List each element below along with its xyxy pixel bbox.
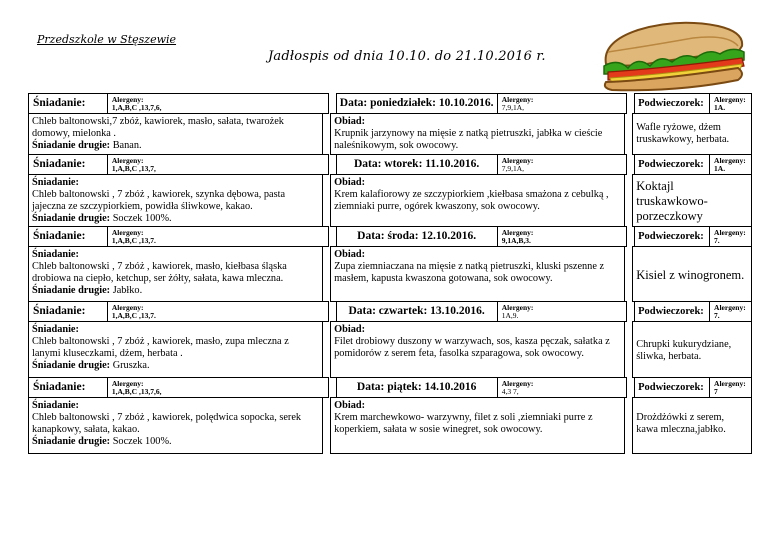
snack-label: Podwieczorek: <box>634 301 710 322</box>
dinner-allergens: Alergeny: 7,9,1A, <box>497 154 627 175</box>
breakfast-content: Śniadanie: Chleb baltonowski , 7 zbóż , kawiorek, polędwica sopocka, serek kanapkowy, sałata, kakao. Śniadanie drugie: Soczek 100%. <box>28 397 323 454</box>
breakfast-content: Chleb baltonowski,7 zbóż, kawiorek, masło, sałata, twarożek domowy, mielonka . Śniadanie drugie: Banan. <box>28 113 323 155</box>
snack-allergens: Alergeny: 1A. <box>709 93 752 114</box>
breakfast-label: Śniadanie: <box>28 377 108 398</box>
breakfast-content: Śniadanie: Chleb baltonowski , 7 zbóż , kawiorek, masło, zupa mleczna z lanymi kluseczkami, dżem, herbata . Śniadanie drugie: Gruszka. <box>28 321 323 378</box>
dinner-content: Obiad: Krupnik jarzynowy na mięsie z natką pietruszki, jabłka w cieście naleśnikowym, sok owocowy. <box>330 113 625 155</box>
day-date: Data: piątek: 14.10.2016 <box>336 377 498 398</box>
breakfast-content: Śniadanie: Chleb baltonowski , 7 zbóż , kawiorek, szynka dębowa, pasta jajeczna ze szczypiorkiem, powidła śliwkowe, kakao. Śniadanie drugie: Soczek 100%. <box>28 174 323 227</box>
day-body-row <box>28 321 751 377</box>
breakfast-allergens: Alergeny: 1,A,B,C ,13,7, <box>107 154 329 175</box>
snack-content: Chrupki kukurydziane, śliwka, herbata. <box>632 321 752 378</box>
day-body-row <box>28 397 751 453</box>
dinner-content: Obiad: Filet drobiowy duszony w warzywach, sos, kasza pęczak, sałatka z pomidorów z serem feta, fasolka szparagowa, sok owocowy. <box>330 321 625 378</box>
dinner-content: Obiad: Zupa ziemniaczana na mięsie z natką pietruszki, kluski pszenne z masłem, kapusta kwaszona gotowana, sok owocowy. <box>330 246 625 302</box>
breakfast-allergens: Alergeny: 1,A,B,C ,13,7. <box>107 301 329 322</box>
day-header-row <box>28 93 751 113</box>
day-date: Data: poniedziałek: 10.10.2016. <box>336 93 498 114</box>
snack-content: Koktajl truskawkowo-porzeczkowy <box>632 174 752 227</box>
dinner-allergens: Alergeny: 1A,9. <box>497 301 627 322</box>
menu-title: Jadłospis od dnia 10.10. do 21.10.2016 r. <box>268 49 546 64</box>
snack-allergens: Alergeny: 7 <box>709 377 752 398</box>
dinner-content: Obiad: Krem kalafiorowy ze szczypiorkiem ,kiełbasa smażona z cebulką , ziemniaki purre, ogórek kwaszony, sok owocowy. <box>330 174 625 227</box>
day-body-row <box>28 113 751 154</box>
snack-label: Podwieczorek: <box>634 93 710 114</box>
dinner-allergens: Alergeny: 7,9,1A, <box>497 93 627 114</box>
breakfast-allergens: Alergeny: 1,A,B,C ,13,7,6, <box>107 93 329 114</box>
snack-allergens: Alergeny: 1A. <box>709 154 752 175</box>
day-body-row <box>28 174 751 226</box>
sandwich-illustration <box>598 12 748 92</box>
day-date: Data: środa: 12.10.2016. <box>336 226 498 247</box>
day-header-row <box>28 377 751 397</box>
breakfast-content: Śniadanie: Chleb baltonowski , 7 zbóż , kawiorek, masło, kiełbasa śląska drobiowa na ciepło, ketchup, ser żółty, sałata, kawa mleczna. Śniadanie drugie: Jabłko. <box>28 246 323 302</box>
day-header-row <box>28 154 751 174</box>
menu-table <box>28 93 751 453</box>
snack-allergens: Alergeny: 7. <box>709 301 752 322</box>
snack-label: Podwieczorek: <box>634 377 710 398</box>
day-body-row <box>28 246 751 301</box>
snack-allergens: Alergeny: 7. <box>709 226 752 247</box>
day-date: Data: czwartek: 13.10.2016. <box>336 301 498 322</box>
day-header-row <box>28 226 751 246</box>
day-date: Data: wtorek: 11.10.2016. <box>336 154 498 175</box>
breakfast-label: Śniadanie: <box>28 154 108 175</box>
school-name: Przedszkole w Stęszewie <box>37 33 177 46</box>
dinner-allergens: Alergeny: 9,1A,B,3. <box>497 226 627 247</box>
snack-content: Wafle ryżowe, dżem truskawkowy, herbata. <box>632 113 752 155</box>
breakfast-allergens: Alergeny: 1,A,B,C ,13,7. <box>107 226 329 247</box>
breakfast-label: Śniadanie: <box>28 301 108 322</box>
dinner-content: Obiad: Krem marchewkowo- warzywny, filet z soli ,ziemniaki purre z koperkiem, sałata w sosie winegret, sok owocowy. <box>330 397 625 454</box>
breakfast-label: Śniadanie: <box>28 93 108 114</box>
breakfast-allergens: Alergeny: 1,A,B,C ,13,7,6, <box>107 377 329 398</box>
snack-content: Drożdżówki z serem, kawa mleczna,jabłko. <box>632 397 752 454</box>
snack-content: Kisiel z winogronem. <box>632 246 752 302</box>
day-header-row <box>28 301 751 321</box>
snack-label: Podwieczorek: <box>634 154 710 175</box>
snack-label: Podwieczorek: <box>634 226 710 247</box>
dinner-allergens: Alergeny: 4,3 7, <box>497 377 627 398</box>
breakfast-label: Śniadanie: <box>28 226 108 247</box>
